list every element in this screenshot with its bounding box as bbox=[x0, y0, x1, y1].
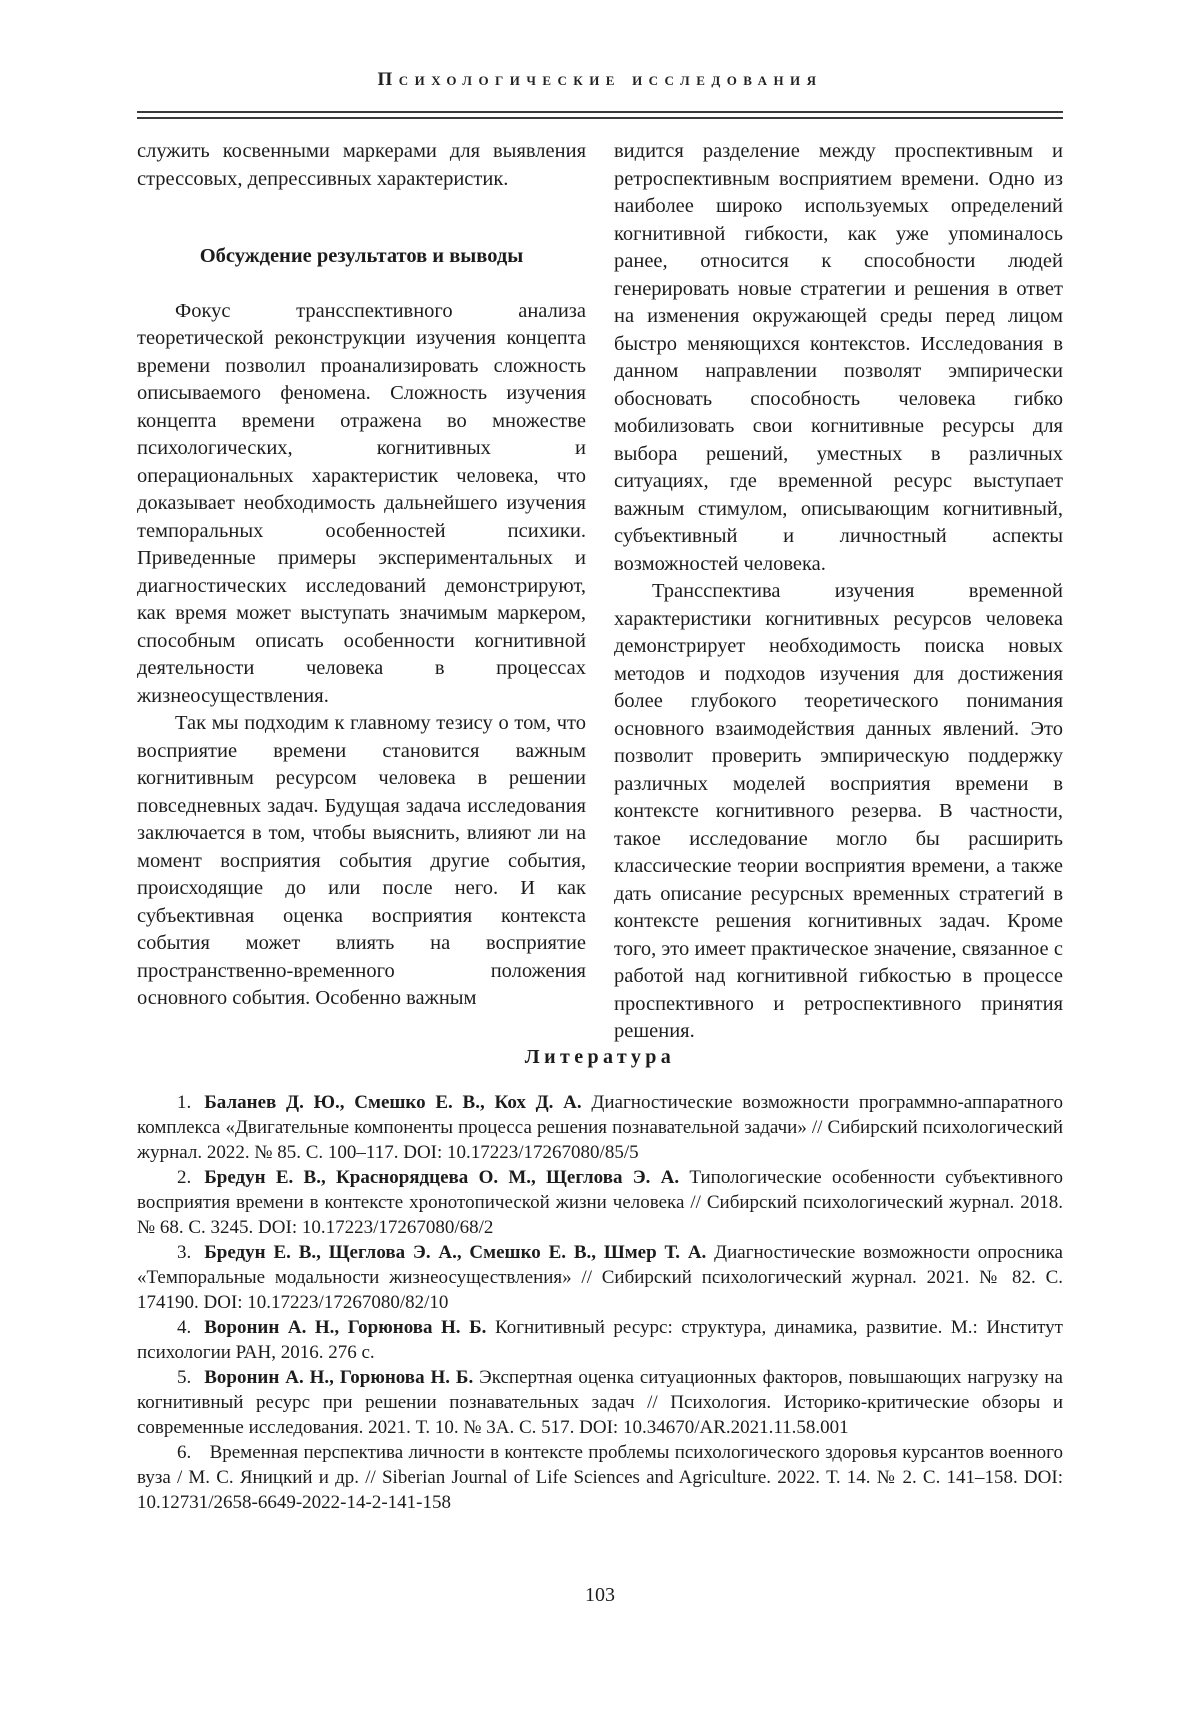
reference-number: 4. bbox=[177, 1317, 192, 1338]
reference-item bbox=[137, 1365, 1063, 1440]
reference-number: 6. bbox=[177, 1442, 192, 1463]
article-body bbox=[137, 138, 1063, 1042]
reference-number: 5. bbox=[177, 1367, 192, 1388]
reference-text: Типологические особенности субъективного восприятия времени в контексте хронотопической жизни человека // Сибирский психологический журнал. 2018. № 68. С. 3245. DOI: 10.17223/17267080/68/2 bbox=[137, 1167, 1064, 1238]
reference-text: Временная перспектива личности в контексте проблемы психологического здоровья курсантов военного вуза / М. С. Яницкий и др. // Siberian Journal of Life Sciences and Agriculture. 2022. Т. 14. № 2. С. 141–158. DOI: 10.12731/2658-6649-2022-14-2-141-158 bbox=[137, 1442, 1063, 1513]
reference-item bbox=[137, 1165, 1063, 1240]
reference-number: 2. bbox=[177, 1167, 192, 1188]
reference-text: Диагностические возможности программно-аппаратного комплекса «Двигательные компоненты процесса решения познавательной задачи» // Сибирский психологический журнал. 2022. № 85. С. 100–117. DOI: 10.17223/17267080/85/5 bbox=[137, 1092, 1063, 1163]
journal-page bbox=[0, 68, 1200, 1719]
body-paragraph: Фокус трансспективного анализа теоретической реконструкции изучения концепта времени позволил проанализировать сложность описываемого феномена. Сложность изучения концепта времени отражена во множестве психологических, когнитивных и операциональных характеристик человека, что доказывает необходимость дальнейшего изучения темпоральных особенностей психики. Приведенные примеры экспериментальных и диагностических исследований демонстрируют, как время может выступать значимым маркером, способным описать особенности когнитивной деятельности человека в процессах жизнеосуществления. bbox=[137, 299, 586, 707]
reference-authors: Воронин А. Н., Горюнова Н. Б. bbox=[204, 1367, 474, 1388]
running-head: Психологические исследования bbox=[377, 69, 823, 90]
reference-authors: Бредун Е. В., Щеглова Э. А., Смешко Е. В., Шмер Т. А. bbox=[204, 1242, 707, 1263]
page-number: 103 bbox=[585, 1584, 615, 1606]
references-heading: Литература bbox=[524, 1046, 676, 1068]
reference-authors: Баланев Д. Ю., Смешко Е. В., Кох Д. А. bbox=[204, 1092, 582, 1113]
reference-item bbox=[137, 1240, 1063, 1315]
body-paragraph: Так мы подходим к главному тезису о том, что восприятие времени становится важным когнитивным ресурсом человека в решении повседневных задач. Будущая задача исследования заключается в том, чтобы выяснить, влияют ли на момент восприятия события другие события, происходящие до или после него. И как субъективная оценка восприятия контекста события может влиять на восприятие пространственно-временного положения основного события. Особенно важным bbox=[137, 712, 586, 1009]
reference-text: Когнитивный ресурс: структура, динамика, развитие. М.: Институт психологии РАН, 2016. 276 с. bbox=[137, 1317, 1063, 1363]
right-column bbox=[614, 138, 1063, 1042]
reference-item bbox=[137, 1440, 1063, 1515]
body-paragraph: Трансспектива изучения временной характеристики когнитивных ресурсов человека демонстрирует необходимость поиска новых методов и подходов изучения для достижения более глубокого теоретического понимания основного взаимодействия данных явлений. Это позволит проверить эмпирическую поддержку различных моделей восприятия времени в контексте когнитивного резерва. В частности, такое исследование могло бы расширить классические теории восприятия времени, а также дать описание ресурсных временных стратегий в контексте решения когнитивных задач. Кроме того, это имеет практическое значение, связанное с работой над когнитивной гибкостью в процессе проспективного и ретроспективного принятия решения. bbox=[614, 580, 1063, 1042]
reference-text: Диагностические возможности опросника «Темпоральные модальности жизнеосуществления» // Сибирский психологический журнал. 2021. № 82. С. 174190. DOI: 10.17223/17267080/82/10 bbox=[137, 1242, 1063, 1313]
section-heading: Обсуждение результатов и выводы bbox=[199, 245, 524, 267]
reference-authors: Воронин А. Н., Горюнова Н. Б. bbox=[204, 1317, 487, 1338]
body-paragraph: видится разделение между проспективным и ретроспективным восприятием времени. Одно из наиболее широко используемых определений когнитивной гибкости, как уже упоминалось ранее, относится к способности людей генерировать новые стратегии и решения в ответ на изменения окружающей среды перед лицом быстро меняющихся контекстов. Исследования в данном направлении позволят эмпирически обосновать способность человека гибко мобилизовать свои когнитивные ресурсы для выбора решений, уместных в различных ситуациях, где временной ресурс выступает важным стимулом, описывающим когнитивный, субъективный и личностный аспекты возможностей человека. bbox=[614, 140, 1063, 575]
references-section bbox=[137, 1090, 1063, 1515]
reference-item bbox=[137, 1315, 1063, 1365]
reference-number: 1. bbox=[177, 1092, 192, 1113]
page-header bbox=[137, 68, 1063, 119]
reference-item bbox=[137, 1090, 1063, 1165]
header-rule bbox=[137, 111, 1063, 119]
reference-text: Экспертная оценка ситуационных факторов, повышающих нагрузку на когнитивный ресурс при решении познавательных задач // Психология. Историко-критические обзоры и современные исследования. 2021. Т. 10. № 3А. С. 517. DOI: 10.34670/AR.2021.11.58.001 bbox=[137, 1367, 1063, 1438]
reference-number: 3. bbox=[177, 1242, 192, 1263]
left-column bbox=[137, 138, 586, 1012]
carryover-paragraph: служить косвенными маркерами для выявления стрессовых, депрессивных характеристик. bbox=[137, 140, 586, 190]
reference-authors: Бредун Е. В., Краснорядцева О. М., Щеглова Э. А. bbox=[204, 1167, 680, 1188]
